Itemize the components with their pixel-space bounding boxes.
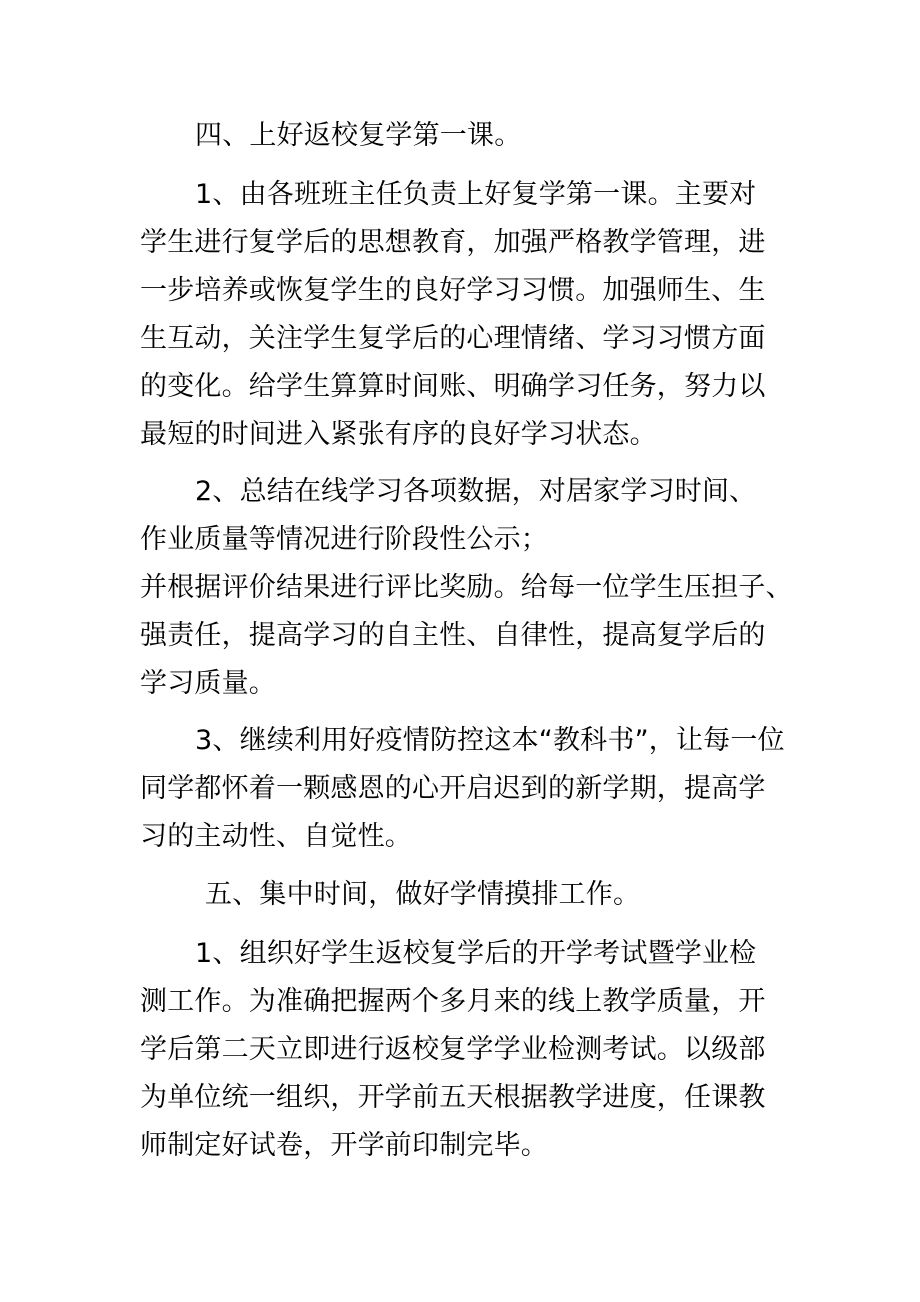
paragraph-line: 最短的时间进入紧张有序的良好学习状态。	[140, 419, 657, 450]
paragraph-line: 1、由各班班主任负责上好复学第一课。主要对	[195, 179, 757, 210]
section-heading-four: 四、上好返校复学第一课。	[195, 120, 522, 151]
paragraph-line: 学后第二天立即进行返校复学学业检测考试。以级部	[140, 1034, 766, 1065]
paragraph-line: 3、继续利用好疫情防控这本“教科书”，让每一位	[195, 725, 785, 756]
paragraph-line: 1、组织好学生返校复学后的开学考试暨学业检	[195, 938, 757, 969]
paragraph-line: 作业质量等情况进行阶段性公示；	[140, 524, 548, 555]
paragraph-line: 2、总结在线学习各项数据，对居家学习时间、	[195, 476, 757, 507]
paragraph-line: 为单位统一组织，开学前五天根据教学进度，任课教	[140, 1082, 766, 1113]
paragraph-line: 习的主动性、自觉性。	[140, 821, 412, 852]
paragraph-line: 并根据评价结果进行评比奖励。给每一位学生压担子、	[140, 572, 793, 603]
paragraph-line: 一步培养或恢复学生的良好学习习惯。加强师生、生	[140, 275, 766, 306]
paragraph-line: 生互动，关注学生复学后的心理情绪、学习习惯方面	[140, 323, 766, 354]
paragraph-line: 学生进行复学后的思想教育，加强严格教学管理，进	[140, 227, 766, 258]
section-heading-five: 五、集中时间，做好学情摸排工作。	[205, 879, 641, 910]
paragraph-line: 强责任，提高学习的自主性、自律性，提高复学后的	[140, 620, 766, 651]
paragraph-line: 测工作。为准确把握两个多月来的线上教学质量，开	[140, 986, 766, 1017]
paragraph-line: 的变化。给学生算算时间账、明确学习任务，努力以	[140, 371, 766, 402]
paragraph-line: 师制定好试卷，开学前印制完毕。	[140, 1130, 548, 1161]
paragraph-line: 同学都怀着一颗感恩的心开启迟到的新学期，提高学	[140, 773, 766, 804]
paragraph-line: 学习质量。	[140, 668, 276, 699]
